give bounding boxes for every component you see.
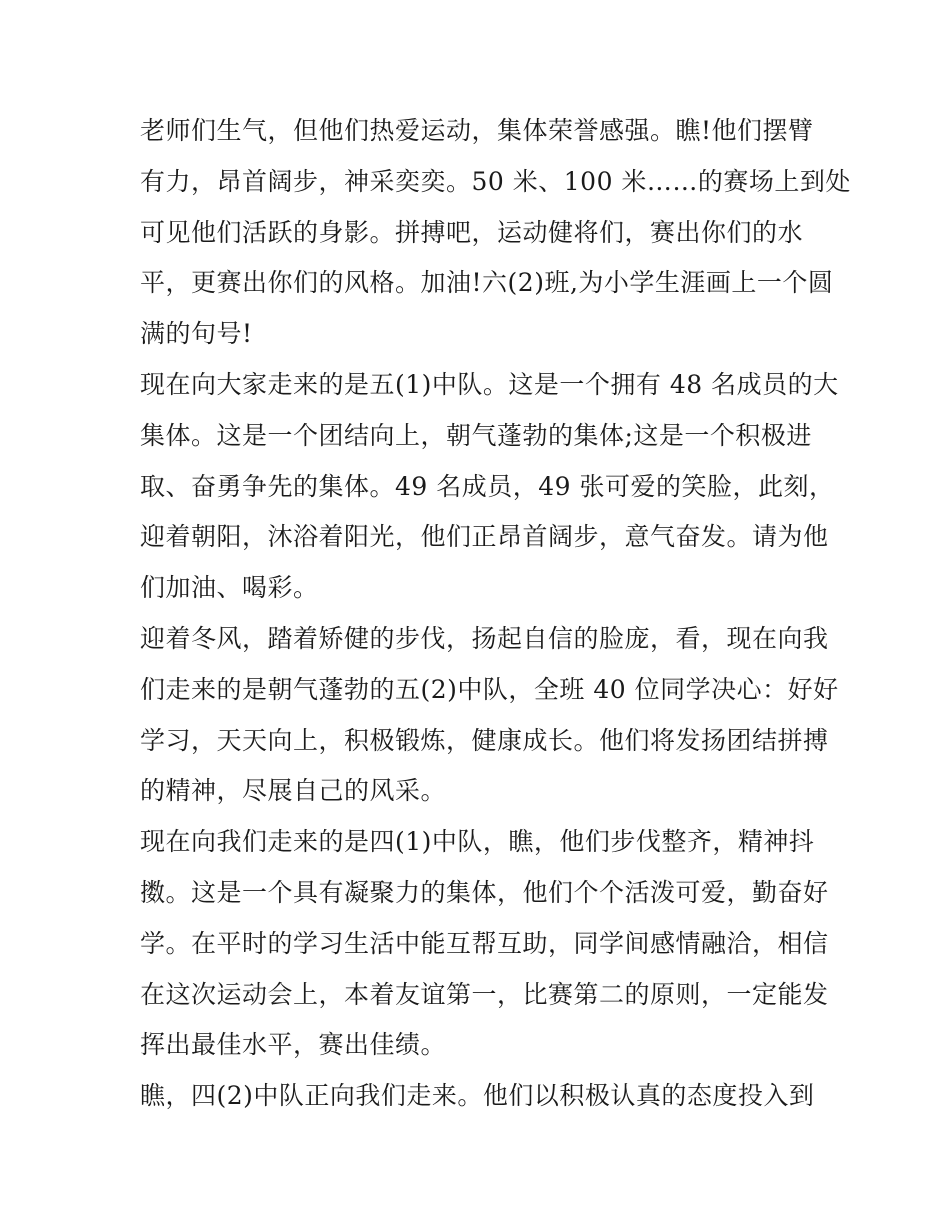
paragraph-3 [140,614,839,817]
text-line: 迎着朝阳，沐浴着阳光，他们正昂首阔步，意气奋发。请为他 [140,522,829,552]
text-line: 可见他们活跃的身影。拼搏吧，运动健将们，赛出你们的水 [140,217,804,247]
text-line: 在这次运动会上，本着友谊第一，比赛第二的原则，一定能发 [140,979,829,1009]
text-line: 学。在平时的学习生活中能互帮互助，同学间感情融洽，相信 [140,928,829,958]
text-line: 迎着冬风，踏着矫健的步伐，扬起自信的脸庞，看，现在向我 [140,623,829,653]
text-line: 老师们生气，但他们热爱运动，集体荣誉感强。瞧!他们摆臂 [140,116,814,145]
text-line: 集体。这是一个团结向上，朝气蓬勃的集体;这是一个积极进 [140,420,812,450]
text-line: 现在向我们走来的是四(1)中队，瞧，他们步伐整齐，精神抖 [140,827,815,857]
paragraph-4 [140,817,829,1071]
text-line: 学习，天天向上，积极锻炼，健康成长。他们将发扬团结拼搏 [140,725,829,755]
text-line: 们加油、喝彩。 [140,573,319,603]
paragraph-5 [140,1071,820,1122]
text-line: 的精神，尽展自己的风采。 [140,776,447,806]
text-line: 现在向大家走来的是五(1)中队。这是一个拥有 48 名成员的大 [140,369,839,399]
text-line: 们走来的是朝气蓬勃的五(2)中队，全班 40 位同学决心：好好 [140,674,839,704]
text-line: 挥出最佳水平，赛出佳绩。 [140,1030,447,1060]
text-line: 取、奋勇争先的集体。49 名成员，49 张可爱的笑脸，此刻， [140,471,835,501]
paragraph-2 [140,360,839,614]
text-line: 有力，昂首阔步，神采奕奕。50 米、100 米……的赛场上到处 [140,166,851,196]
document-page [140,106,851,1122]
text-line: 瞧，四(2)中队正向我们走来。他们以积极认真的态度投入到 [140,1081,815,1111]
text-line: 擞。这是一个具有凝聚力的集体，他们个个活泼可爱，勤奋好 [140,877,829,907]
text-line: 满的句号! [140,319,253,349]
text-line: 平，更赛出你们的风格。加油!六(2)班,为小学生涯画上一个圆 [140,268,834,298]
paragraph-1 [140,106,851,360]
